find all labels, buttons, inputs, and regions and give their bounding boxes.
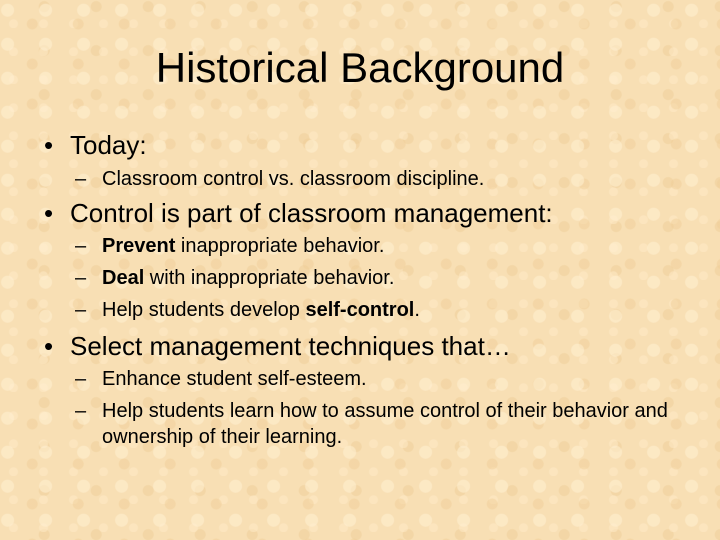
dash-glyph: – (75, 368, 87, 390)
dash-glyph: – (75, 299, 87, 321)
bullet-glyph: • (44, 331, 54, 361)
sub-item (75, 233, 384, 259)
sub-text-bold: Deal (102, 267, 145, 289)
bullet-today (44, 129, 147, 161)
dash-glyph: – (75, 168, 87, 190)
dash-glyph: – (75, 400, 87, 422)
sub-text-bold: self-control (305, 299, 415, 321)
sub-text: . (414, 299, 420, 321)
dash-glyph: – (75, 267, 87, 289)
bullet-text: Control is part of classroom management: (70, 198, 553, 228)
sub-item (75, 265, 394, 291)
bullet-techniques (44, 330, 511, 362)
sub-text: Help students learn how to assume control of their behavior and ownership of their learning. (102, 400, 668, 448)
bullet-text: Select management techniques that… (70, 331, 511, 361)
dash-glyph: – (75, 235, 87, 257)
bullet-control (44, 197, 553, 229)
slide-title: Historical Background (155, 44, 565, 91)
sub-text: Classroom control vs. classroom discipline. (102, 168, 485, 190)
sub-text: inappropriate behavior. (175, 235, 385, 257)
sub-item (75, 166, 484, 192)
sub-item (75, 398, 682, 450)
bullet-glyph: • (44, 198, 54, 228)
sub-item (75, 297, 420, 323)
sub-item (75, 366, 367, 392)
sub-text-bold: Prevent (102, 235, 176, 257)
sub-text: with inappropriate behavior. (144, 267, 395, 289)
sub-text: Enhance student self-esteem. (102, 368, 367, 390)
bullet-glyph: • (44, 130, 54, 160)
bullet-text: Today: (70, 130, 147, 160)
sub-text: Help students develop (102, 299, 306, 321)
